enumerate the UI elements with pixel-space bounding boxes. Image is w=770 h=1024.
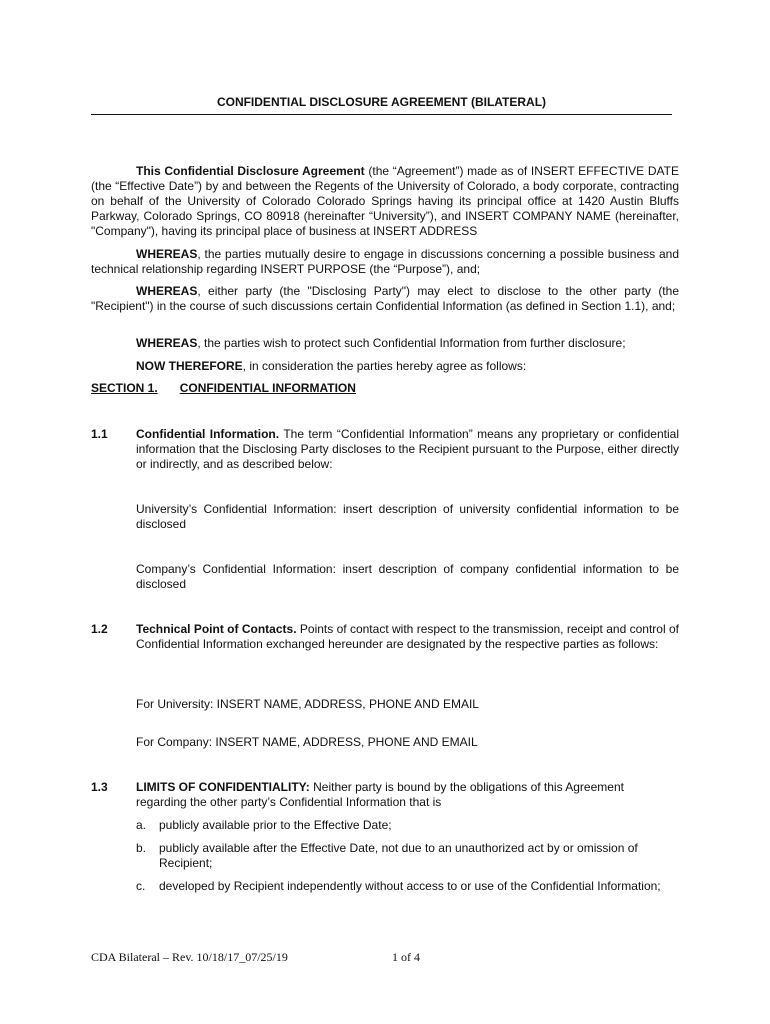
document-title: CONFIDENTIAL DISCLOSURE AGREEMENT (BILATERAL) — [91, 95, 672, 115]
company-contact-line: For Company: INSERT NAME, ADDRESS, PHONE AND EMAIL — [136, 735, 478, 749]
whereas-paragraph-1 — [91, 247, 679, 277]
whereas-2-lead: WHEREAS — [136, 284, 198, 298]
university-confidential-info: University’s Confidential Information: insert description of university confidential information to be disclosed — [136, 502, 679, 531]
whereas-3-lead: WHEREAS — [136, 336, 198, 350]
clause-1-2-text: Points of contact with respect to the transmission, receipt and control of Confidential Information exchanged hereunder are designated by the respective parties as follows: — [136, 622, 679, 651]
list-marker-a: a. — [136, 818, 147, 832]
company-confidential-info: Company’s Confidential Information: insert description of company confidential information to be disclosed — [136, 562, 679, 591]
intro-text: (the “Agreement”) made as of INSERT EFFECTIVE DATE (the “Effective Date”) by and between the Regents of the University of Colorado, a body corporate, contracting on behalf of the University of Colorado Colorado Springs having its principal office at 1420 Austin Bluffs Parkway, Colorado Springs, CO 80918 (hereinafter “University”), and INSERT COMPANY NAME (hereinafter, "Company"), having its principal place of business at INSERT ADDRESS — [91, 164, 679, 238]
list-marker-c: c. — [136, 879, 146, 893]
list-item-b — [136, 841, 666, 871]
now-therefore-paragraph — [91, 359, 679, 374]
clause-1-2-paragraph — [136, 622, 679, 652]
list-text-c: developed by Recipient independently without access to or use of the Confidential Information; — [159, 879, 661, 893]
clause-1-3-heading: LIMITS OF CONFIDENTIALITY: — [136, 780, 310, 794]
list-item-c — [136, 879, 666, 894]
list-marker-b: b. — [136, 841, 147, 855]
footer-revision: CDA Bilateral – Rev. 10/18/17_07/25/19 — [91, 950, 288, 964]
clause-1-3-text: Neither party is bound by the obligations of this Agreement regarding the other party’s Confidential Information that is — [136, 780, 624, 809]
intro-paragraph — [91, 164, 679, 239]
whereas-3-text: , the parties wish to protect such Confidential Information from further disclosure; — [197, 336, 626, 350]
whereas-paragraph-2 — [91, 284, 679, 314]
whereas-1-text: , the parties mutually desire to engage in discussions concerning a possible business and technical relationship regarding INSERT PURPOSE (the “Purpose”), and; — [91, 247, 679, 276]
clause-1-3-number: 1.3 — [91, 780, 108, 794]
whereas-1-lead: WHEREAS — [136, 247, 198, 261]
section-1-heading — [91, 381, 356, 396]
whereas-paragraph-3 — [91, 336, 679, 351]
clause-1-1-heading: Confidential Information. — [136, 427, 280, 441]
clause-1-1-paragraph — [136, 427, 679, 472]
clause-1-1-text: The term “Confidential Information” means any proprietary or confidential information that the Disclosing Party discloses to the Recipient pursuant to the Purpose, either directly or indirectly, and as described below: — [136, 427, 679, 471]
clause-1-2-heading: Technical Point of Contacts. — [136, 622, 297, 636]
footer-page-number: 1 of 4 — [392, 950, 420, 964]
list-text-b: publicly available after the Effective Date, not due to an unauthorized act by or omission of Recipient; — [159, 841, 638, 870]
intro-lead: This Confidential Disclosure Agreement — [136, 164, 365, 178]
section-1-title: CONFIDENTIAL INFORMATION — [179, 381, 356, 395]
whereas-2-text: , either party (the "Disclosing Party") may elect to disclose to the other party (the "Recipient") in the course of such discussions certain Confidential Information (as defined in Section 1.1), and; — [91, 284, 679, 313]
list-item-a — [136, 818, 666, 833]
now-therefore-lead: NOW THEREFORE — [136, 359, 243, 373]
clause-1-1-number: 1.1 — [91, 427, 108, 441]
clause-1-2-number: 1.2 — [91, 622, 108, 636]
list-text-a: publicly available prior to the Effective Date; — [159, 818, 392, 832]
clause-1-3-paragraph — [136, 780, 656, 810]
now-therefore-text: , in consideration the parties hereby agree as follows: — [242, 359, 527, 373]
section-1-number: SECTION 1. — [91, 381, 158, 395]
university-contact-line: For University: INSERT NAME, ADDRESS, PHONE AND EMAIL — [136, 697, 479, 711]
